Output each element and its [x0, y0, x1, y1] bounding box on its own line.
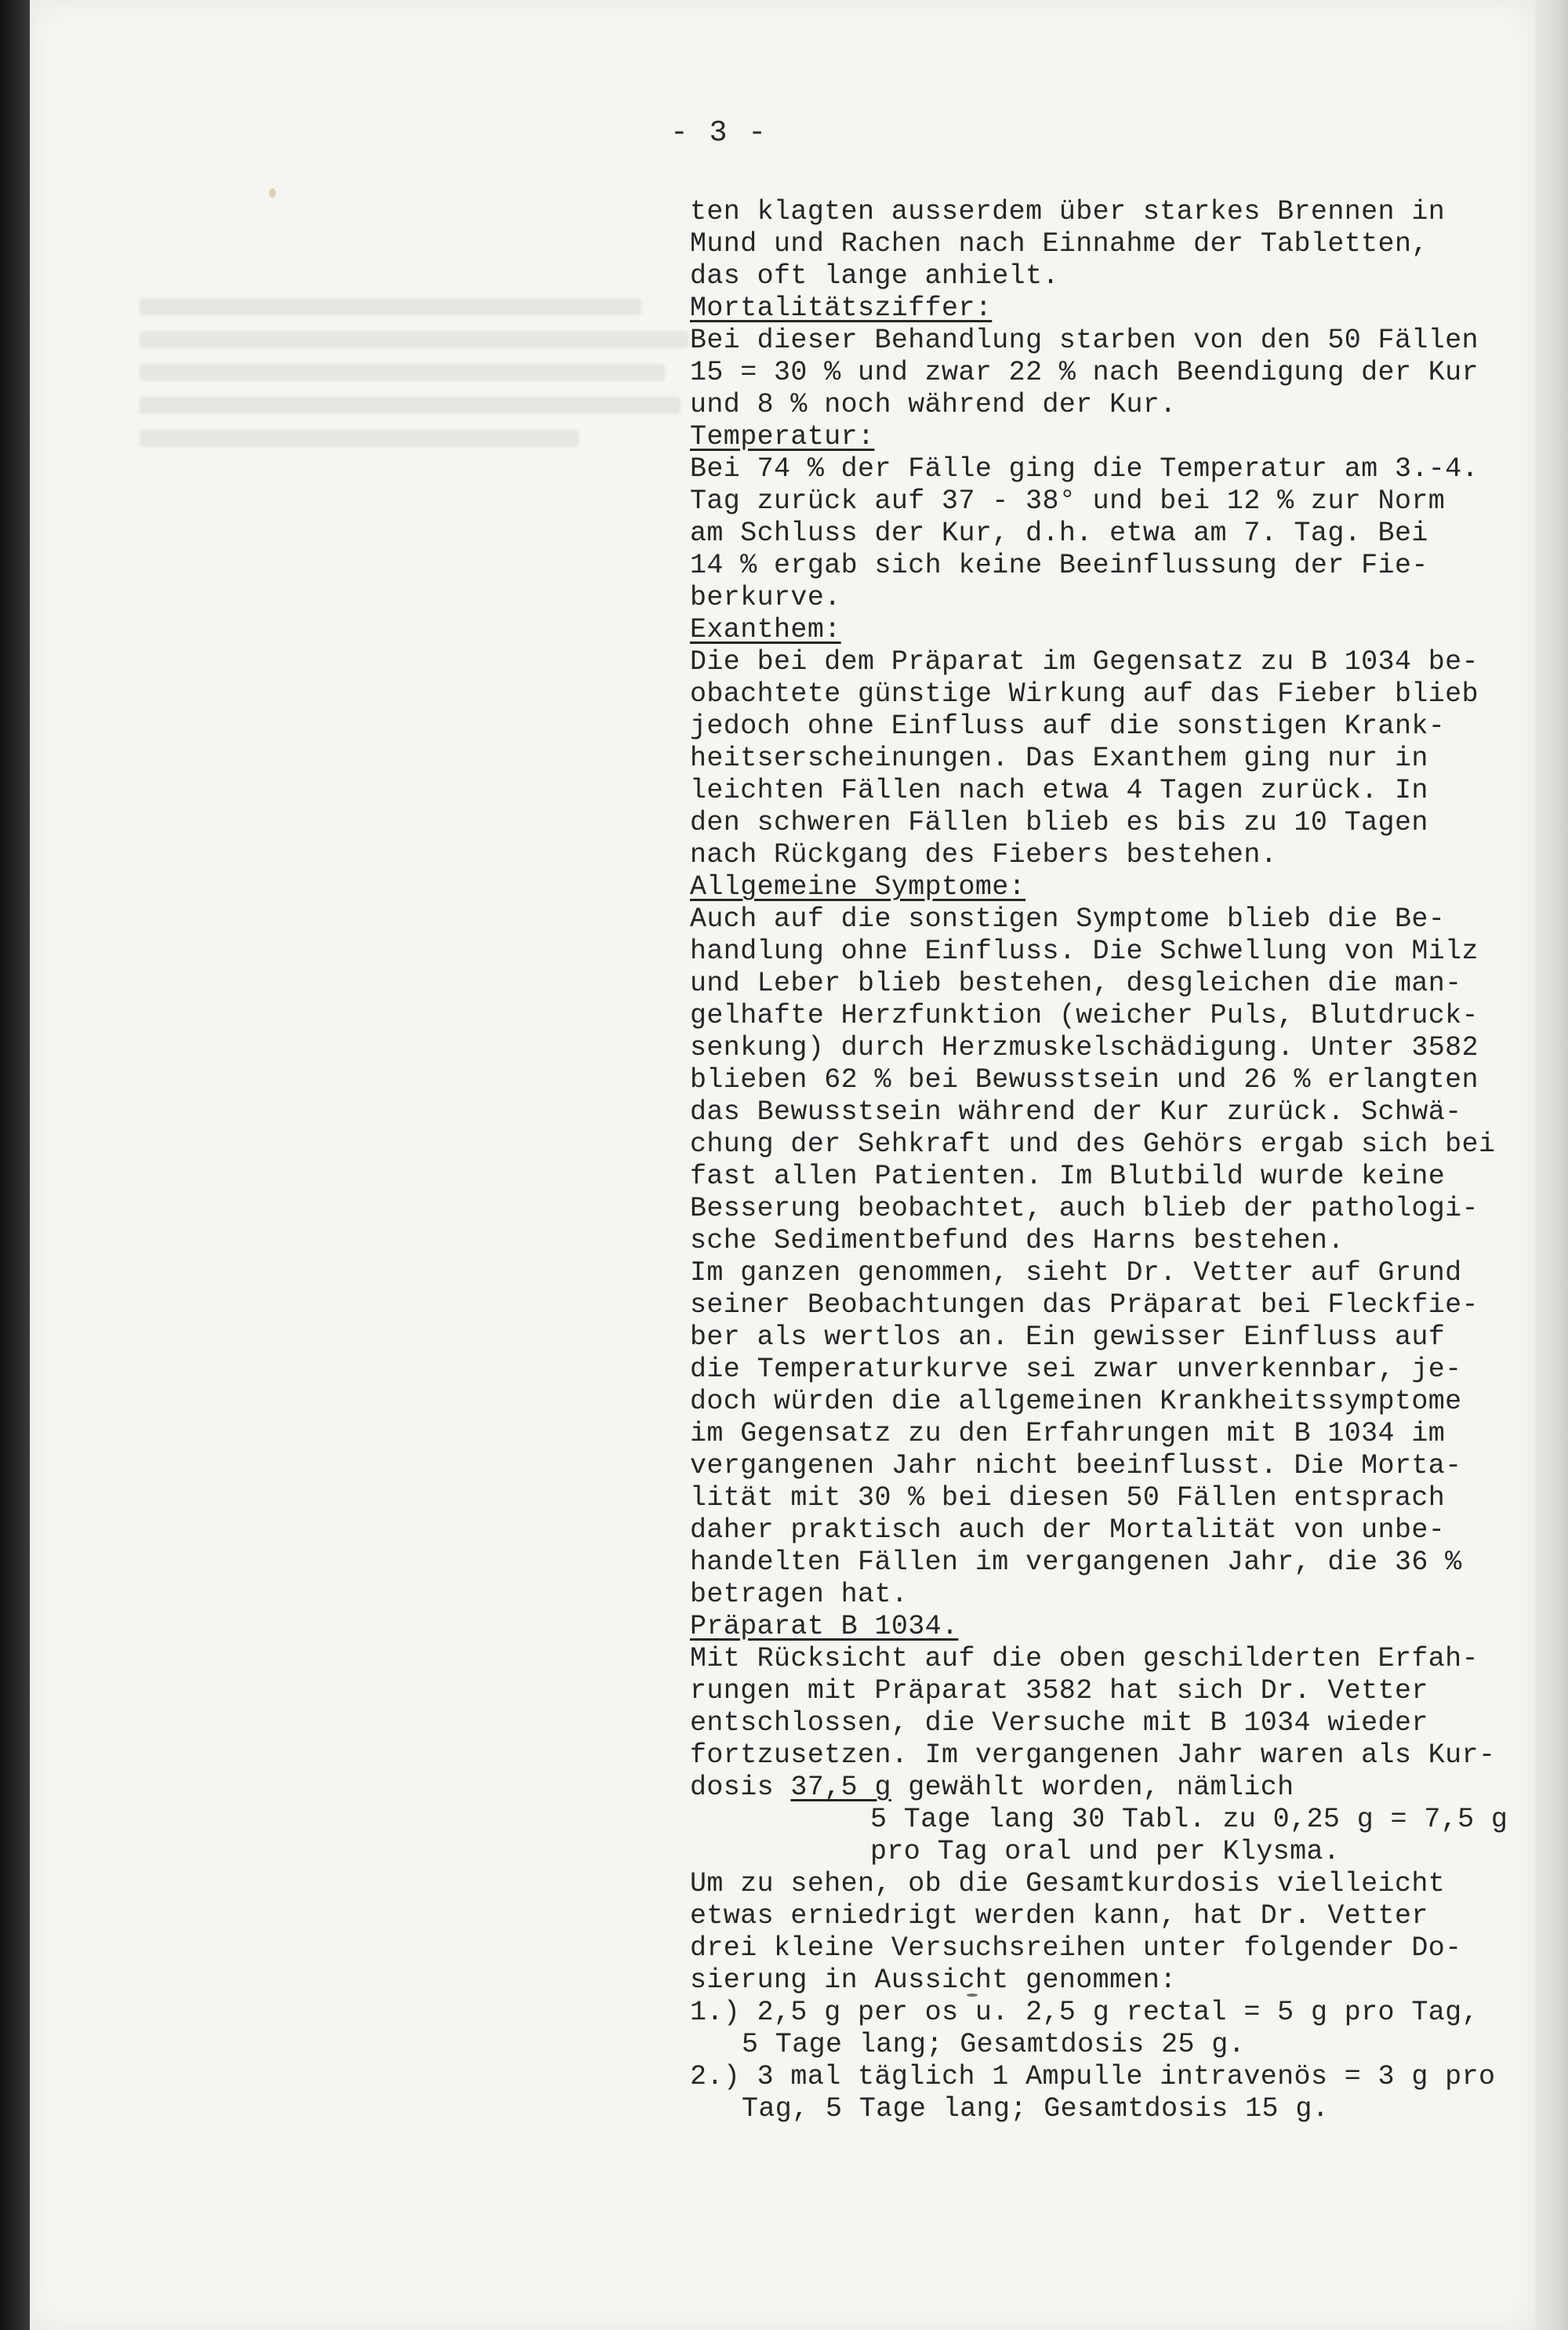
list-item-line: [690, 2029, 1537, 2061]
binding-shadow: [0, 0, 30, 2330]
text-line: betragen hat.: [690, 1579, 909, 1610]
text-line: lität mit 30 % bei diesen 50 Fällen entsprach: [690, 1482, 1446, 1514]
page-edge: [1535, 0, 1568, 2330]
section-heading: Allgemeine Symptome:: [690, 871, 1026, 903]
text-line: daher praktisch auch der Mortalität von unbe-: [690, 1514, 1446, 1546]
text-line: entschlossen, die Versuche mit B 1034 wieder: [690, 1707, 1428, 1739]
section-heading-line: [690, 1611, 1537, 1643]
text-line: rungen mit Präparat 3582 hat sich Dr. Vetter: [690, 1675, 1428, 1707]
text-line: berkurve.: [690, 582, 841, 613]
text-line: leichten Fällen nach etwa 4 Tagen zurück. In: [690, 775, 1428, 806]
text-line: und 8 % noch während der Kur.: [690, 389, 1177, 420]
text-line: handelten Fällen im vergangenen Jahr, die 36 %: [690, 1547, 1462, 1578]
section-heading: Exanthem:: [690, 614, 841, 645]
text-line: doch würden die allgemeinen Krankheitssymptome: [690, 1386, 1462, 1417]
text-line: Die bei dem Präparat im Gegensatz zu B 1034 be-: [690, 646, 1479, 678]
text-line: das Bewusstsein während der Kur zurück. Schwä-: [690, 1096, 1462, 1128]
text-line: heitserscheinungen. Das Exanthem ging nur in: [690, 743, 1428, 774]
text-line: fast allen Patienten. Im Blutbild wurde keine: [690, 1161, 1446, 1192]
text-line: seiner Beobachtungen das Präparat bei Fleckfie-: [690, 1289, 1479, 1321]
text-line: am Schluss der Kur, d.h. etwa am 7. Tag. Bei: [690, 518, 1428, 549]
paper-speck: [269, 188, 276, 198]
text-line: Mund und Rachen nach Einnahme der Tabletten,: [690, 228, 1428, 260]
text-line: handlung ohne Einfluss. Die Schwellung von Milz: [690, 936, 1479, 967]
section-heading: Präparat B 1034.: [690, 1611, 959, 1642]
dose-text: dosis: [690, 1772, 791, 1803]
text-line: Mit Rücksicht auf die oben geschilderten Erfah-: [690, 1643, 1479, 1674]
text-line: blieben 62 % bei Bewusstsein und 26 % erlangten: [690, 1064, 1479, 1096]
text-line: Im ganzen genommen, sieht Dr. Vetter auf Grund: [690, 1257, 1462, 1289]
text-line: jedoch ohne Einfluss auf die sonstigen Krank-: [690, 711, 1446, 742]
text-line: den schweren Fällen blieb es bis zu 10 Tagen: [690, 807, 1428, 838]
text-line: das oft lange anhielt.: [690, 260, 1059, 292]
text-line: Auch auf die sonstigen Symptome blieb die Be-: [690, 903, 1446, 935]
list-item-text: 2,5 g per os u. 2,5 g rectal = 5 g pro Tag,: [757, 1997, 1479, 2028]
text-line: ten klagten ausserdem über starkes Brennen in: [690, 196, 1446, 227]
text-line: etwas erniedrigt werden kann, hat Dr. Vetter: [690, 1900, 1428, 1932]
text-line: obachtete günstige Wirkung auf das Fieber blieb: [690, 678, 1479, 710]
section-heading-line: [690, 614, 1537, 646]
text-line: senkung) durch Herzmuskelschädigung. Unter 3582: [690, 1032, 1479, 1063]
text-line: 14 % ergab sich keine Beeinflussung der Fie-: [690, 550, 1428, 581]
list-item-text: Tag, 5 Tage lang; Gesamtdosis 15 g.: [742, 2093, 1330, 2125]
text-line: vergangenen Jahr nicht beeinflusst. Die Morta-: [690, 1450, 1462, 1481]
list-item-line: [690, 2093, 1537, 2125]
list-item-line: [690, 2061, 1537, 2093]
dose-text: gewählt worden, nämlich: [891, 1772, 1294, 1803]
text-line: die Temperaturkurve sei zwar unverkennbar, je-: [690, 1354, 1462, 1385]
text-line: gelhafte Herzfunktion (weicher Puls, Blutdruck-: [690, 1000, 1479, 1031]
text-line: drei kleine Versuchsreihen unter folgender Do-: [690, 1932, 1462, 1964]
section-heading-line: [690, 871, 1537, 903]
text-line: Bei dieser Behandlung starben von den 50 Fällen: [690, 325, 1479, 356]
list-item-line: [690, 1997, 1537, 2029]
indented-line: 5 Tage lang 30 Tabl. zu 0,25 g = 7,5 g: [870, 1804, 1508, 1835]
dose-line: [690, 1772, 1537, 1804]
section-heading: Mortalitätsziffer:: [690, 293, 993, 324]
text-line: Tag zurück auf 37 - 38° und bei 12 % zur Norm: [690, 485, 1446, 517]
text-line: sierung in Aussicht genommen:: [690, 1965, 1177, 1996]
text-line: im Gegensatz zu den Erfahrungen mit B 1034 im: [690, 1418, 1446, 1449]
text-line: nach Rückgang des Fiebers bestehen.: [690, 839, 1278, 871]
list-item-text: 3 mal täglich 1 Ampulle intravenös = 3 g pro: [757, 2061, 1496, 2092]
section-heading-line: [690, 293, 1537, 325]
bleed-through-text: [140, 298, 688, 455]
text-line: ber als wertlos an. Ein gewisser Einfluss auf: [690, 1321, 1446, 1353]
typewritten-body: [690, 196, 1537, 2125]
text-line: sche Sedimentbefund des Harns bestehen.: [690, 1225, 1345, 1256]
list-item-text: 5 Tage lang; Gesamtdosis 25 g.: [742, 2029, 1246, 2060]
text-line: und Leber blieb bestehen, desgleichen die man-: [690, 968, 1462, 999]
indented-line: pro Tag oral und per Klysma.: [870, 1836, 1341, 1867]
text-line: Besserung beobachtet, auch blieb der pathologi-: [690, 1193, 1479, 1224]
text-line: Bei 74 % der Fälle ging die Temperatur am 3.-4.: [690, 453, 1479, 485]
list-marker: 1.): [690, 1997, 741, 2028]
text-line: fortzusetzen. Im vergangenen Jahr waren als Kur-: [690, 1739, 1496, 1771]
dose-amount: 37,5 g: [790, 1772, 891, 1803]
section-heading-line: [690, 421, 1537, 453]
page-number: - 3 -: [670, 116, 768, 150]
section-heading: Temperatur:: [690, 421, 875, 453]
text-line: 15 = 30 % und zwar 22 % nach Beendigung der Kur: [690, 357, 1479, 388]
text-line: Um zu sehen, ob die Gesamtkurdosis vielleicht: [690, 1868, 1446, 1899]
list-marker: 2.): [690, 2061, 741, 2092]
text-line: chung der Sehkraft und des Gehörs ergab sich bei: [690, 1129, 1496, 1160]
